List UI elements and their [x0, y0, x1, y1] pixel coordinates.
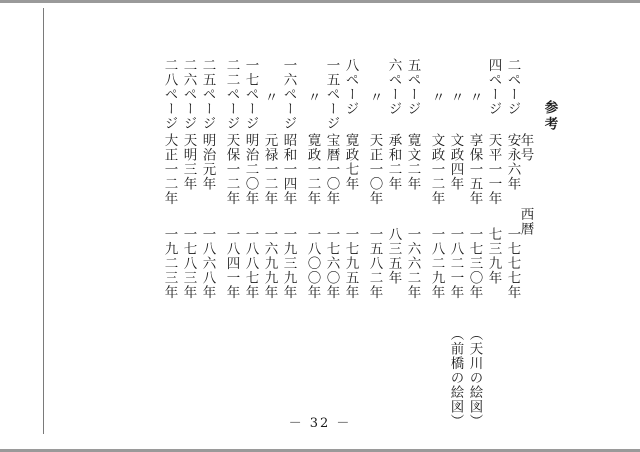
- row-western-year: 七三九年: [485, 227, 502, 285]
- row-page-reference: 二八ページ: [161, 58, 178, 131]
- row-page-reference: 四ページ: [485, 58, 502, 116]
- row-era-name: 天明三年: [180, 133, 197, 191]
- row-era-name: 天正一〇年: [366, 133, 383, 206]
- row-era-name: 寛文二年: [404, 133, 421, 191]
- row-western-year: 一八六八年: [199, 227, 216, 300]
- row-era-name: 安永六年: [504, 133, 521, 191]
- row-era-name: 昭和一四年: [280, 133, 297, 206]
- row-era-name: 宝暦一〇年: [323, 133, 340, 206]
- row-era-name: 享保一五年: [466, 133, 483, 206]
- row-western-year: 一八〇〇年: [304, 227, 321, 300]
- western-column-header: 西暦: [517, 207, 534, 236]
- row-page-reference: 〃: [466, 90, 483, 105]
- row-page-reference: 一七ページ: [242, 58, 259, 131]
- row-western-year: 一六六二年: [404, 227, 421, 300]
- top-edge: [0, 0, 640, 3]
- row-note: （天川の絵図）: [466, 327, 483, 429]
- row-western-year: 一九三九年: [280, 227, 297, 300]
- row-western-year: 一八四一年: [223, 227, 240, 300]
- row-page-reference: 〃: [304, 90, 321, 105]
- era-column-header: 年号: [517, 133, 534, 162]
- row-western-year: 一七三〇年: [466, 227, 483, 300]
- row-era-name: 明治二〇年: [242, 133, 259, 206]
- row-page-reference: 〃: [261, 90, 278, 105]
- row-western-year: 一七七七年: [504, 227, 521, 300]
- page-number: － 32 －: [288, 416, 352, 431]
- row-western-year: 一八八七年: [242, 227, 259, 300]
- row-western-year: 一七八三年: [180, 227, 197, 300]
- row-western-year: 八三五年: [385, 227, 402, 285]
- row-page-reference: 一五ページ: [323, 58, 340, 131]
- row-page-reference: 〃: [447, 90, 464, 105]
- section-heading: 参考: [541, 100, 558, 133]
- row-era-name: 明治元年: [199, 133, 216, 191]
- row-western-year: 一七九五年: [342, 227, 359, 300]
- row-western-year: 一六九九年: [261, 227, 278, 300]
- row-page-reference: 六ページ: [385, 58, 402, 116]
- row-era-name: 文政四年: [447, 133, 464, 191]
- row-era-name: 寛政一二年: [304, 133, 321, 206]
- row-era-name: 大正一二年: [161, 133, 178, 206]
- row-era-name: 天平一一年: [485, 133, 502, 206]
- row-page-reference: 二二ページ: [223, 58, 240, 131]
- row-page-reference: 八ページ: [342, 58, 359, 116]
- row-western-year: 一八二九年: [428, 227, 445, 300]
- row-page-reference: 五ページ: [404, 58, 421, 116]
- row-page-reference: 二六ページ: [180, 58, 197, 131]
- row-page-reference: 〃: [428, 90, 445, 105]
- page-fold-line: [43, 8, 44, 434]
- row-page-reference: 〃: [366, 90, 383, 105]
- row-note: （前橋の絵図）: [447, 327, 464, 429]
- row-page-reference: 一六ページ: [280, 58, 297, 131]
- row-era-name: 天保一二年: [223, 133, 240, 206]
- row-western-year: 一八二一年: [447, 227, 464, 300]
- row-page-reference: 二五ページ: [199, 58, 216, 131]
- row-era-name: 元禄一二年: [261, 133, 278, 206]
- row-western-year: 一七六〇年: [323, 227, 340, 300]
- row-era-name: 寛政七年: [342, 133, 359, 191]
- row-era-name: 文政一二年: [428, 133, 445, 206]
- row-western-year: 一九二三年: [161, 227, 178, 300]
- row-era-name: 承和二年: [385, 133, 402, 191]
- row-page-reference: 二ページ: [504, 58, 521, 116]
- row-western-year: 一五八二年: [366, 227, 383, 300]
